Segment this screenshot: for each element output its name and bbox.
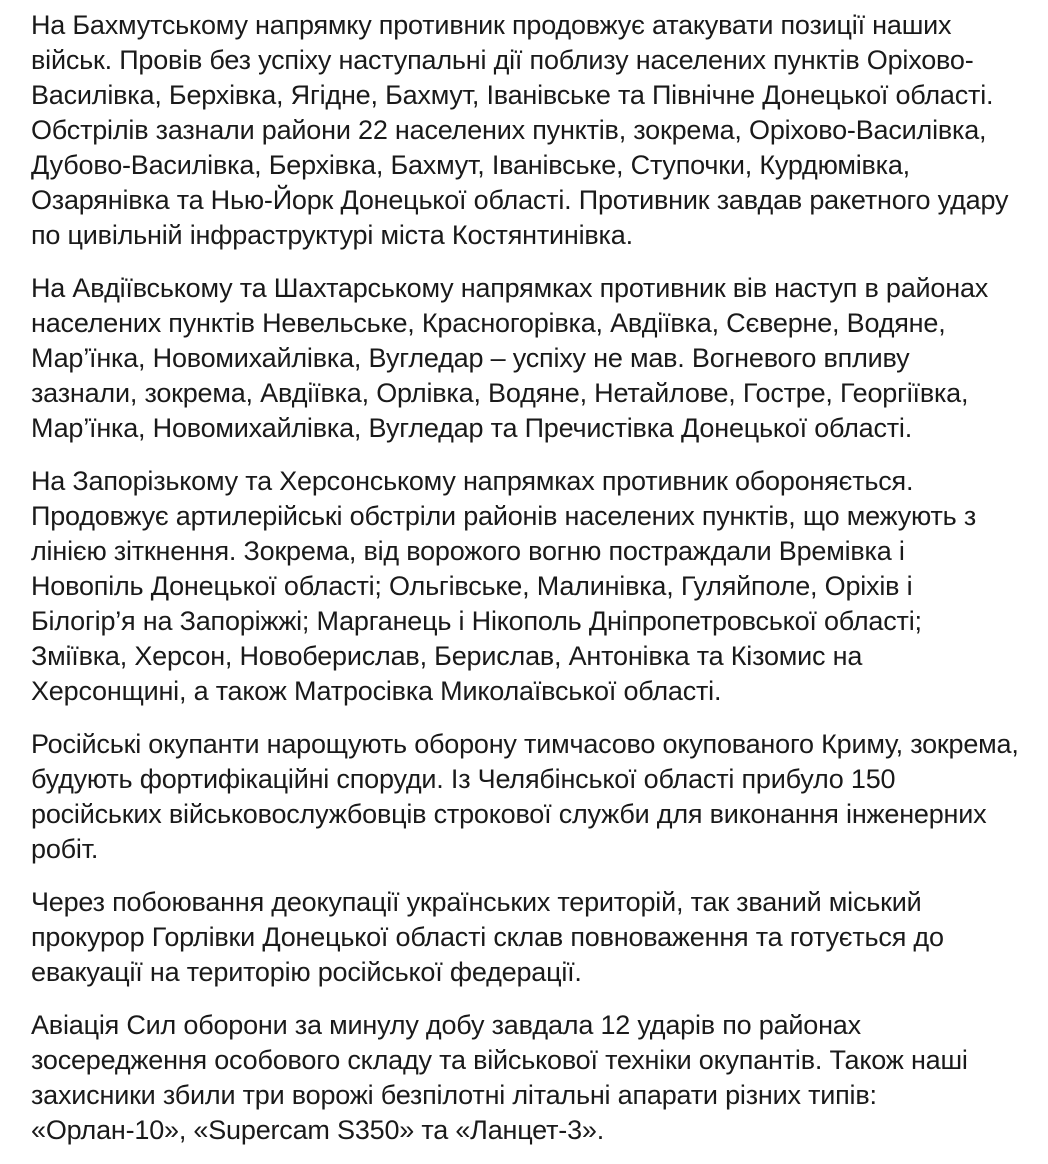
paragraph-avdiivka-shakhtarsk-directions: На Авдіївському та Шахтарському напрямках противник вів наступ в районах населених пунктів Невельське, Красногорівка, Авдіївка, Сєверне, Водяне, Мар’їнка, Новомихайлівка, Вугледар – успіху не мав. Вогневого впливу зазнали, зокрема, Авдіївка, Орлівка, Водяне, Нетайлове, Гостре, Георгіївка, Мар’їнка, Новомихайлівка, Вугледар та Пречистівка Донецької області. — [31, 273, 989, 443]
paragraph-defense-aviation: Авіація Сил оборони за минулу добу завдала 12 ударів по районах зосередження особового складу та військової техніки окупантів. Також наші захисники збили три ворожі безпілотні літальні апарати різних типів: «Орлан-10», «Supercam S350» та «Ланцет-3». — [31, 1010, 968, 1145]
paragraph-bakhmut-direction: На Бахмутському напрямку противник продовжує атакувати позиції наших військ. Провів без успіху наступальні дії поблизу населених пунктів Оріхово-Василівка, Берхівка, Ягідне, Бахмут, Іванівське та Північне Донецької області. Обстрілів зазнали райони 22 населених пунктів, зокрема, Оріхово-Василівка, Дубово-Василівка, Берхівка, Бахмут, Іванівське, Ступочки, Курдюмівка, Озарянівка та Нью-Йорк Донецької області. Противник завдав ракетного удару по цивільній інфраструктурі міста Костянтинівка. — [31, 10, 1009, 250]
paragraph-crimea-fortifications: Російські окупанти нарощують оборону тимчасово окупованого Криму, зокрема, будують фортифікаційні споруди. Із Челябінської області прибуло 150 російських військовослужбовців строкової служби для виконання інженерних робіт. — [31, 729, 1019, 864]
paragraph-horlivka-prosecutor: Через побоювання деокупації українських територій, так званий міський прокурор Горлівки Донецької області склав повноваження та готується до евакуації на територію російської федерації. — [31, 887, 944, 987]
paragraph-zaporizhzhia-kherson-directions: На Запорізькому та Херсонському напрямках противник обороняється. Продовжує артилерійські обстріли районів населених пунктів, що межують з лінією зіткнення. Зокрема, від ворожого вогню постраждали Времівка і Новопіль Донецької області; Ольгівське, Малинівка, Гуляйполе, Оріхів і Білогір’я на Запоріжжі; Марганець і Нікополь Дніпропетровської області; Зміївка, Херсон, Новоберислав, Берислав, Антонівка та Кізомис на Херсонщині, а також Матросівка Миколаївської області. — [31, 466, 977, 706]
